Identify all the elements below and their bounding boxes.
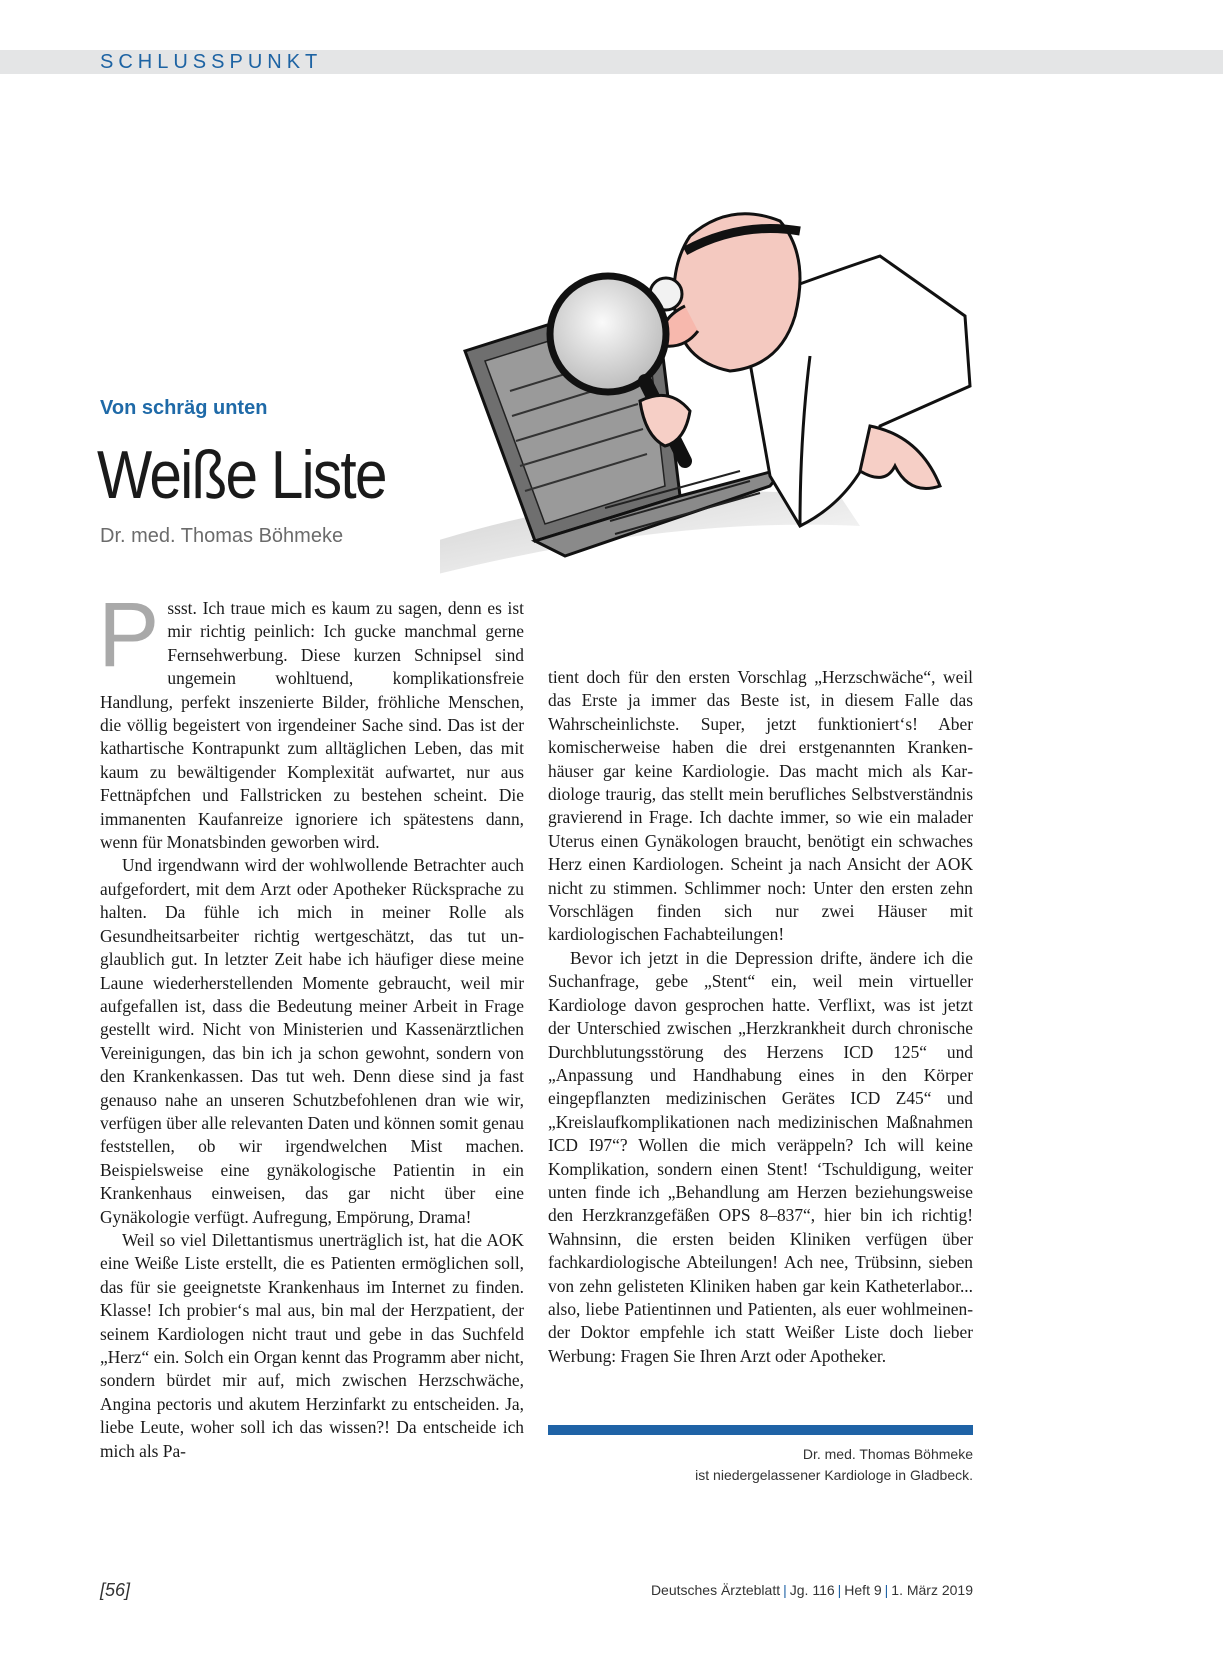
article-kicker: Von schräg unten <box>100 397 268 419</box>
author-note-description: ist niedergelassener Kardiologe in Gladbeck. <box>695 1467 973 1483</box>
footer-journal: Deutsches Ärzteblatt <box>650 1582 781 1598</box>
paragraph-4: Bevor ich jetzt in die Depression drifte, ändere ich die Suchanfrage, gebe „Stent“ ein, weil mein virtueller Kardiologe davon gesprochen hatte. Verflixt, was ist jetzt der Unterschied zwischen „Herzkrankheit durch chronische Durchblutungsstörung des Herzens ICD 125“ und „Anpassung und Handhabung eines in den Körper eingepflanzten medizinischen Gerätes ICD Z45“ und „Kreislaufkomplikationen nach medizinischen Maßnahmen ICD I97“? Wollen die mich veräppeln? Ich will keine Komplikation, sondern einen Stent! ‘Tschuldigung, weiter unten finde ich „Behandlung am Herzen beziehungsweise den Herzkranzgefäßen OPS 8–837“, hier bin ich richtig! Wahnsinn, die ersten beiden Kliniken verfügen über fachkardiologische Abteilungen! Ach nee, Trübsinn, sieben von zehn gelisteten Kliniken haben gar kein Katheterlabor... also, liebe Patientinnen und Patienten, als euer wohlmeinender Doktor empfehle ich statt Weißer Liste doch lieber Werbung: Fragen Sie Ihren Arzt oder Apotheker. <box>548 947 973 1366</box>
article-column-2 <box>548 666 973 1368</box>
footer-citation: Deutsches Ärzteblatt | Jg. 116 | Heft 9 | 1. März 2019 <box>650 1582 973 1598</box>
author-note-rule <box>548 1425 973 1435</box>
paragraph-2: Und irgendwann wird der wohlwollende Betrachter auch aufgefordert, mit dem Arzt oder Apotheker Rücksprache zu halten. Da fühle ich mich in meiner Rolle als Gesundheitsarbeiter richtig wertgeschätzt, das tut unglaublich gut. In letzter Zeit habe ich häufiger diese meine Laune wiederherstellenden Momente gebraucht, weil mir aufgefallen ist, dass die Bedeutung meiner Arbeit in Frage gestellt wird. Nicht von Ministerien und Kassenärztlichen Vereinigungen, das bin ich ja schon gewohnt, sondern von den Krankenkassen. Das tut weh. Denn diese sind ja fast genauso nahe an unseren Schutzbefohlenen dran wie wir, verfügen über alle relevanten Daten und können somit genau feststellen, ob wir irgendwelchen Mist machen. Beispielsweise eine gynäkologische Patientin in ein Krankenhaus einweisen, das gar nicht über eine Gynäkologie verfügt. Aufregung, Empörung, Drama! <box>100 855 524 1227</box>
article-byline: Dr. med. Thomas Böhmeke <box>100 525 344 547</box>
cartoon-doctor-magnifying-glass-laptop-icon <box>440 196 980 641</box>
footer-date: 1. März 2019 <box>891 1582 973 1598</box>
footer-volume: Jg. 116 <box>789 1582 835 1598</box>
section-label: SCHLUSSPUNKT <box>100 51 323 73</box>
article-column-1 <box>98 584 524 1487</box>
paragraph-3-part-2: tient doch für den ersten Vorschlag „Herzschwäche“, weil das Erste ja immer das Beste ist, in diesem Falle das Wahrscheinlichste. Super, jetzt funktioniert‘s! Aber komischerweise haben die drei erstgenannten Krankenhäuser gar keine Kardiologie. Das macht mich als Kardiologe traurig, das stellt mein berufliches Selbstverständnis gravierend in Frage. Ich dachte immer, so wie ein malader Uterus einen Gynäkologen braucht, benötigt ein schwaches Herz einen Kardiologen. Scheint ja nach Ansicht der AOK nicht zu stimmen. Schlimmer noch: Unter den ersten zehn Vorschlägen finden sich nur zwei Häuser mit kardiologischen Fachabteilungen! <box>548 667 973 945</box>
paragraph-1: Pssst. Ich traue mich es kaum zu sagen, denn es ist mir richtig peinlich: Ich gucke manchmal gerne Fernsehwerbung. Diese kurzen Schnipsel sind ungemein wohltuend, komplikationsfreie Handlung, perfekt inszenierte Bilder, fröhliche Menschen, die völlig begeistert von irgendeiner Sache sind. Das ist der kathartische Kontrapunkt zum alltäglichen Leben, das mit kaum zu bewältigender Komplexität aufwartet, nur aus Fettnäpfchen und Fallstricken zu bestehen scheint. Die immanenten Kaufanreize ignoriere ich spätestens dann, wenn für Monatsbinden geworben wird. <box>98 584 524 853</box>
page-number: [56] <box>100 1580 131 1600</box>
author-note-name: Dr. med. Thomas Böhmeke <box>802 1446 973 1462</box>
author-note <box>548 1444 973 1486</box>
paragraph-3-part-1: Weil so viel Dilettantismus unerträglich ist, hat die AOK eine Weiße Liste erstellt, die es Patienten ermöglichen soll, das für sie geeignetste Krankenhaus im Internet zu finden. Klasse! Ich probier‘s mal aus, bin mal der Herzpatient, der seinem Kardiologen nicht traut und gebe in das Suchfeld „Herz“ ein. Solch ein Organ kennt das Programm aber nicht, sondern bürdet mir auf, mich zwischen Herzschwäche, Angina pectoris und akutem Herzinfarkt zu entscheiden. Ja, liebe Leute, woher soll ich das wissen?! Da entscheide ich mich als Pa- <box>100 1229 524 1461</box>
article-title: Weiße Liste <box>97 437 386 513</box>
footer-issue: Heft 9 <box>844 1582 882 1598</box>
drop-cap: P <box>98 584 160 686</box>
